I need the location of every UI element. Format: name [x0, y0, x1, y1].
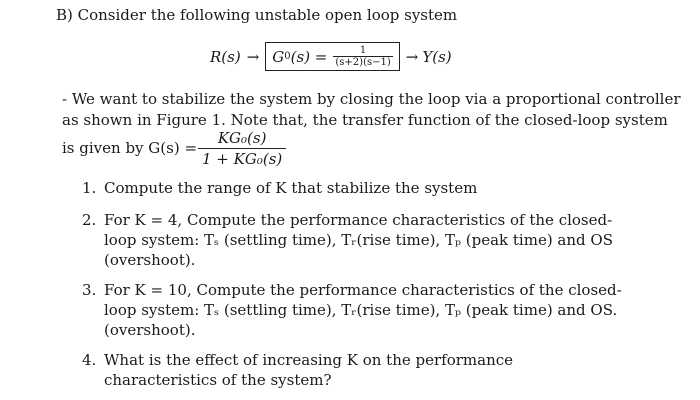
question-item	[82, 280, 622, 340]
closed-loop-prefix: is given by G(s) =	[62, 139, 198, 157]
open-loop-system-diagram	[210, 42, 452, 71]
output-signal: Y(s)	[422, 47, 452, 66]
input-signal: R(s)	[210, 47, 241, 66]
question-number: 2.	[82, 211, 97, 229]
question-text: For K = 4, Compute the performance characteristics of the closed-loop system: Tₛ (settling time), Tᵣ(rise time), Tₚ (peak time) and OS (overshoot).	[104, 211, 613, 269]
intro-line-1: - We want to stabilize the system by closing the loop via a proportional controller	[62, 90, 681, 108]
question-number: 3.	[82, 281, 97, 299]
plant-transfer-function	[333, 45, 392, 68]
tf-denominator: (s+2)(s−1)	[335, 57, 391, 68]
closed-loop-numerator: KG₀(s)	[217, 129, 267, 147]
intro-paragraph	[62, 89, 681, 131]
intro-line-2: as shown in Figure 1. Note that, the transfer function of the closed-loop system	[62, 111, 668, 129]
problem-heading: B) Consider the following unstable open loop system	[56, 6, 458, 24]
tf-numerator: 1	[359, 45, 367, 56]
plant-arg: (s) =	[290, 47, 328, 66]
question-text: Compute the range of K that stabilize the system	[104, 179, 478, 197]
output-arrow: →	[405, 47, 419, 66]
closed-loop-fraction	[198, 128, 286, 169]
question-text: For K = 10, Compute the performance characteristics of the closed-loop system: Tₛ (settling time), Tᵣ(rise time), Tₚ (peak time) and OS. (overshoot).	[104, 281, 622, 339]
plant-subscript: 0	[284, 51, 291, 62]
input-arrow: →	[246, 47, 260, 66]
closed-loop-denominator: 1 + KG₀(s)	[198, 148, 286, 169]
question-item	[82, 210, 622, 270]
question-number: 4.	[82, 351, 97, 369]
plant-block	[265, 42, 399, 71]
question-item	[82, 350, 622, 390]
question-number: 1.	[82, 179, 97, 197]
question-item	[82, 178, 622, 198]
plant-symbol: G	[272, 47, 285, 66]
question-text: What is the effect of increasing K on the performance characteristics of the system?	[104, 351, 514, 389]
